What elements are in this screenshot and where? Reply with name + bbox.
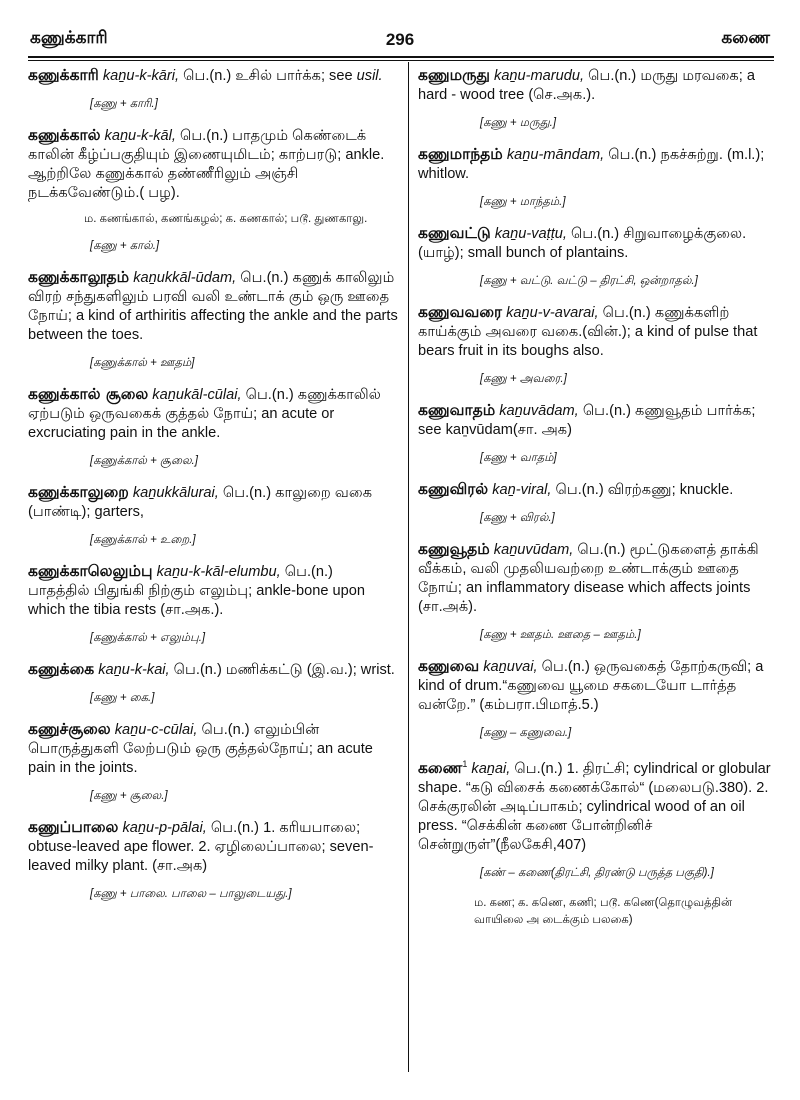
definition: பெ.(n.) கணுக்களிற் காய்க்கும் அவரை வகை.(வின்.); a kind of pulse that bears fruit in its boughs also. — [418, 305, 758, 359]
headword: கணுக்கால் — [28, 126, 101, 144]
definition: பெ.(n.) பாதமும் கெண்டைக் காலின் கீழ்ப்பகுதியும் இணையுமிடம்; காற்பரடு; ankle. ஆற்றிலே கணுக்கால் தண்ணீரிலும் அஞ்சி நடக்கவேண்டும்.( பழ). — [28, 128, 385, 201]
headword: கணுமாந்தம் — [418, 145, 503, 163]
transliteration: kaṉu-k-kai, — [98, 662, 170, 678]
etymology: [கணு + மாந்தம்.] — [480, 196, 566, 208]
cognates: ம. கணங்கால், கணங்கழல்; க. கணகால்; படூ. துணகாலு. — [84, 213, 368, 225]
definition: பெ.(n.) சிறுவாழைக்குலை. (யாழ்); small bunch of plantains. — [418, 226, 747, 261]
entry — [28, 126, 398, 203]
definition: பெ.(n.) உசில் பார்க்க; see — [183, 68, 353, 84]
etymology: [கணுக்கால் + ஊதம்] — [90, 357, 195, 369]
headword: கணுவட்டு — [418, 224, 491, 242]
transliteration: kaṉu-p-pālai, — [122, 820, 207, 836]
etymology: [கணு + விரல்.] — [480, 512, 555, 524]
definition: பெ.(n.) மருது மரவகை; a hard - wood tree (செ.அக.). — [418, 68, 755, 103]
transliteration: kaṉu-k-kāl-elumbu, — [156, 564, 281, 580]
definition: பெ.(n.) கணுக் காலிலும் விரற் சந்துகளிலும் பரவி வலி உண்டாக் கும் ஒரு ஊதை நோய்; a kind of arthiritis affecting the ankle and the parts between the toes. — [28, 270, 398, 343]
etymology: [கணுக்கால் + எலும்பு.] — [90, 632, 206, 644]
transliteration: kaṉukāl-cūlai, — [152, 387, 242, 403]
headword: கணுக்கை — [28, 660, 95, 678]
headword: கணுப்பாலை — [28, 818, 119, 836]
definition: பெ.(n.) கணுவூதம் பார்க்க; see kaṉvūdam(சா. அக) — [418, 403, 756, 438]
entry — [28, 268, 398, 345]
definition: பெ.(n.) காலுறை வகை (பாண்டி); garters, — [28, 485, 373, 520]
transliteration: kaṉu-c-cūlai, — [114, 722, 198, 738]
entry — [418, 540, 774, 617]
headword: கணுவை — [418, 657, 480, 675]
entry — [418, 480, 774, 500]
definition-cont: usil. — [356, 68, 383, 84]
etymology: [கணு + கை.] — [90, 692, 155, 704]
left-guide-word: கணுக்காரி — [30, 28, 108, 48]
etymology: [கணுக்கால் + சூலை.] — [90, 455, 198, 467]
homograph-number: 1 — [462, 759, 468, 769]
definition: பெ.(n.) 1. திரட்சி; cylindrical or globular shape. “கடு விசைக் கணைக்கோல்“ (மலைபடு.380). 2. செக்குரலின் அடிப்பாகம்; cylindrical wood of an oil press. “செக்கின் கணை போன்றினிச் சென்றுருள்”(நீலகேசி,407) — [418, 760, 771, 853]
etymology: [கண் – கணை(திரட்சி, திரண்டு பருத்த பகுதி).] — [480, 866, 714, 879]
entry — [28, 66, 398, 86]
definition: பெ.(n.) பாதத்தில் பிதுங்கி நிற்கும் எலும்பு; ankle-bone upon which the tibia rests (சா.அக.). — [28, 564, 365, 618]
transliteration: kaṉukkāl-ūdam, — [133, 270, 237, 286]
right-guide-word: கணை — [721, 28, 770, 48]
column-divider — [408, 62, 409, 1072]
headword: கணுவாதம் — [418, 401, 496, 419]
left-column — [28, 66, 398, 1096]
etymology: [கணு + அவரை.] — [480, 373, 567, 385]
headword: கணுவவரை — [418, 303, 503, 321]
right-column — [418, 66, 774, 1096]
entry — [28, 385, 398, 443]
etymology: [கணு + வாதம்] — [480, 452, 557, 464]
transliteration: kaṉuvai, — [483, 659, 538, 675]
etymology: [கணு + சூலை.] — [90, 790, 168, 802]
definition: பெ.(n.) கணுக்காலில் ஏற்படும் ஒருவகைக் குத்தல் நோய்; an acute or excruciating pain in the ankle. — [28, 387, 381, 441]
etymology: [கணுக்கால் + உறை.] — [90, 534, 196, 546]
transliteration: kaṉuvādam, — [499, 403, 579, 419]
etymology: [கணு + வட்டு. வட்டு – திரட்சி, ஒன்றாதல்.] — [480, 275, 698, 287]
etymology: [கணு + கால்.] — [90, 240, 160, 252]
definition: பெ.(n.) 1. கரியபாலை; obtuse-leaved ape flower. 2. ஏழிலைப்பாலை; seven-leaved milky plant. (சா.அக) — [28, 820, 374, 874]
transliteration: kaṉuvūdam, — [493, 542, 574, 558]
etymology: [கணு + காரி.] — [90, 98, 158, 110]
header-rule-thin — [28, 60, 774, 61]
entry — [28, 660, 398, 680]
transliteration: kaṉu-k-kāri, — [102, 68, 180, 84]
entry — [418, 224, 774, 263]
definition: பெ.(n.) ஒருவகைத் தோற்கருவி; a kind of drum.“கணுவை யூமை சகடையோ டார்த்த வன்றே.” (கம்பரா.பிமாத்.5.) — [418, 659, 764, 713]
headword: கணுக்காரி — [28, 66, 99, 84]
entry — [418, 303, 774, 361]
entry — [418, 145, 774, 184]
definition: பெ.(n.) எலும்பின் பொருத்துகளி லேற்படும் ஒரு குத்தல்நோய்; an acute pain in the joints. — [28, 722, 373, 776]
headword: கணுக்காலுறை — [28, 483, 129, 501]
etymology: [கணு – கணுவை.] — [480, 727, 572, 739]
page-number: 296 — [385, 30, 415, 49]
headword: கணுக்காலெலும்பு — [28, 562, 153, 580]
definition: பெ.(n.) நகச்சுற்று. (m.l.); whitlow. — [418, 147, 765, 182]
definition: பெ.(n.) மூட்டுகளைத் தாக்கி வீக்கம், வலி முதலியவற்றை உண்டாக்கும் ஊதை நோய்; an inflammatory disease which affects joints (சா.அக்). — [418, 542, 759, 615]
headword: கணுவூதம் — [418, 540, 490, 558]
transliteration: kaṉu-marudu, — [494, 68, 585, 84]
transliteration: kaṉu-k-kāl, — [104, 128, 176, 144]
entry — [28, 562, 398, 620]
entry — [418, 66, 774, 105]
etymology: [கணு + ஊதம். ஊதை – ஊதம்.] — [480, 629, 641, 641]
entry — [418, 401, 774, 440]
entry — [418, 755, 774, 855]
entry — [418, 657, 774, 715]
headword: கணை — [418, 758, 463, 777]
headword: கணுக்காலூதம் — [28, 268, 130, 286]
entry — [28, 720, 398, 778]
header-rule — [28, 56, 774, 58]
headword: கணுமருது — [418, 66, 490, 84]
etymology: [கணு + மருது.] — [480, 117, 557, 129]
transliteration: kaṉu-v-avarai, — [506, 305, 599, 321]
entry — [28, 483, 398, 522]
transliteration: kaṉu-vaṭṭu, — [494, 226, 567, 242]
headword: கணுக்கால் சூலை — [28, 385, 149, 403]
transliteration: kaṉu-māndam, — [506, 147, 605, 163]
etymology: [கணு + பாலை. பாலை – பாலுடையது.] — [90, 888, 292, 900]
headword: கணுவிரல் — [418, 480, 489, 498]
transliteration: kaṉai, — [471, 760, 511, 777]
definition: பெ.(n.) மணிக்கட்டு (இ.வ.); wrist. — [173, 662, 395, 678]
entry — [28, 818, 398, 876]
cognates: ம. கண; க. கணெ, கணி; படூ. கணெ(தொழுவத்தின் வாயிலை அ டைக்கும் பலகை) — [474, 896, 733, 926]
definition: பெ.(n.) விரற்கணு; knuckle. — [555, 482, 734, 498]
headword: கணுச்சூலை — [28, 720, 111, 738]
transliteration: kaṉ-viral, — [492, 482, 552, 498]
transliteration: kaṉukkālurai, — [132, 485, 219, 501]
